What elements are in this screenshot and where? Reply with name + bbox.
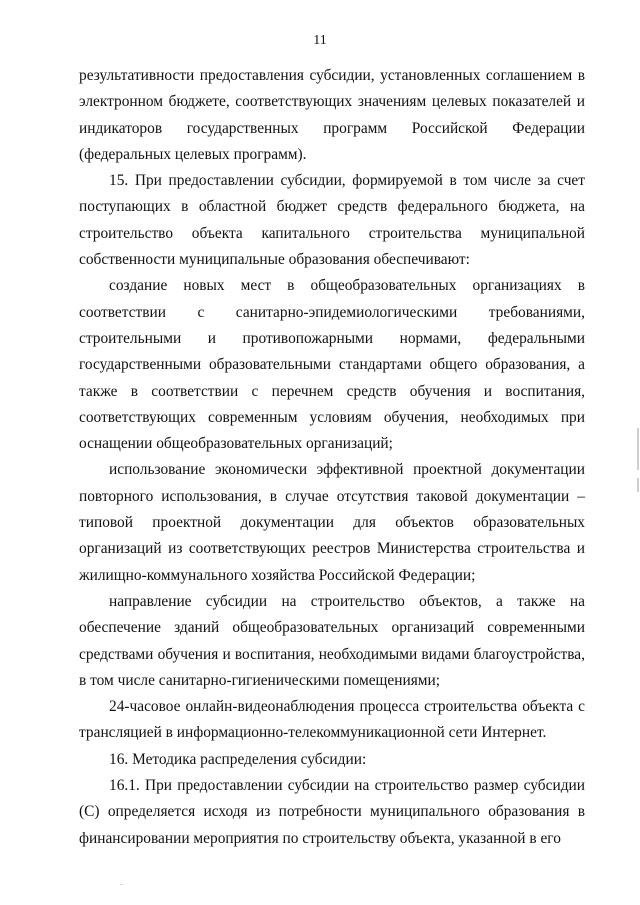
scan-edge-mark — [637, 428, 639, 470]
paragraph-video-monitoring: 24-часовое онлайн-видеонаблюдения процесса строительства объекта с трансляцией в информационно-телекоммуникационной сети Интернет. — [79, 698, 585, 742]
document-body — [79, 63, 585, 852]
paragraph-item-16-1: 16.1. При предоставлении субсидии на строительство размер субсидии (С) определяется исходя из потребности муниципального образования в финансировании мероприятия по строительству объекта, указанной в его — [79, 777, 585, 847]
paragraph-item-16: 16. Методика распределения субсидии: — [109, 750, 367, 768]
scan-artifact — [120, 884, 123, 885]
scan-edge-mark — [637, 478, 639, 492]
paragraph-item-15: 15. При предоставлении субсидии, формируемой в том числе за счет поступающих в областной бюджет средств федерального бюджета, на строительство объекта капитального строительства муниципальной собственности муниципальные образования обеспечивают: — [79, 172, 585, 269]
paragraph-new-places: создание новых мест в общеобразовательных организациях в соответствии с санитарно-эпидемиологическими требованиями, строительными и противопожарными нормами, федеральными государственными образовательными стандартами общего образования, а также в соответствии с перечнем средств обучения и воспитания, соответствующих современным условиям обучения, необходимых при оснащении общеобразовательных организаций; — [79, 277, 585, 453]
paragraph-subsidy-direction: направление субсидии на строительство объектов, а также на обеспечение зданий общеобразовательных организаций современными средствами обучения и воспитания, необходимыми видами благоустройства, в том числе санитарно-гигиеническими помещениями; — [79, 592, 585, 689]
paragraph-results-continuation: результативности предоставления субсидии, установленных соглашением в электронном бюджете, соответствующих значениям целевых показателей и индикаторов государственных программ Российской Федерации (федеральных целевых программ). — [79, 67, 585, 163]
paragraph-project-documentation: использование экономически эффективной проектной документации повторного использования, в случае отсутствия таковой документации – типовой проектной документации для объектов образовательных организаций из соответствующих реестров Министерства строительства и жилищно-коммунального хозяйства Российской Федерации; — [79, 461, 585, 584]
page-number: 11 — [313, 33, 327, 48]
